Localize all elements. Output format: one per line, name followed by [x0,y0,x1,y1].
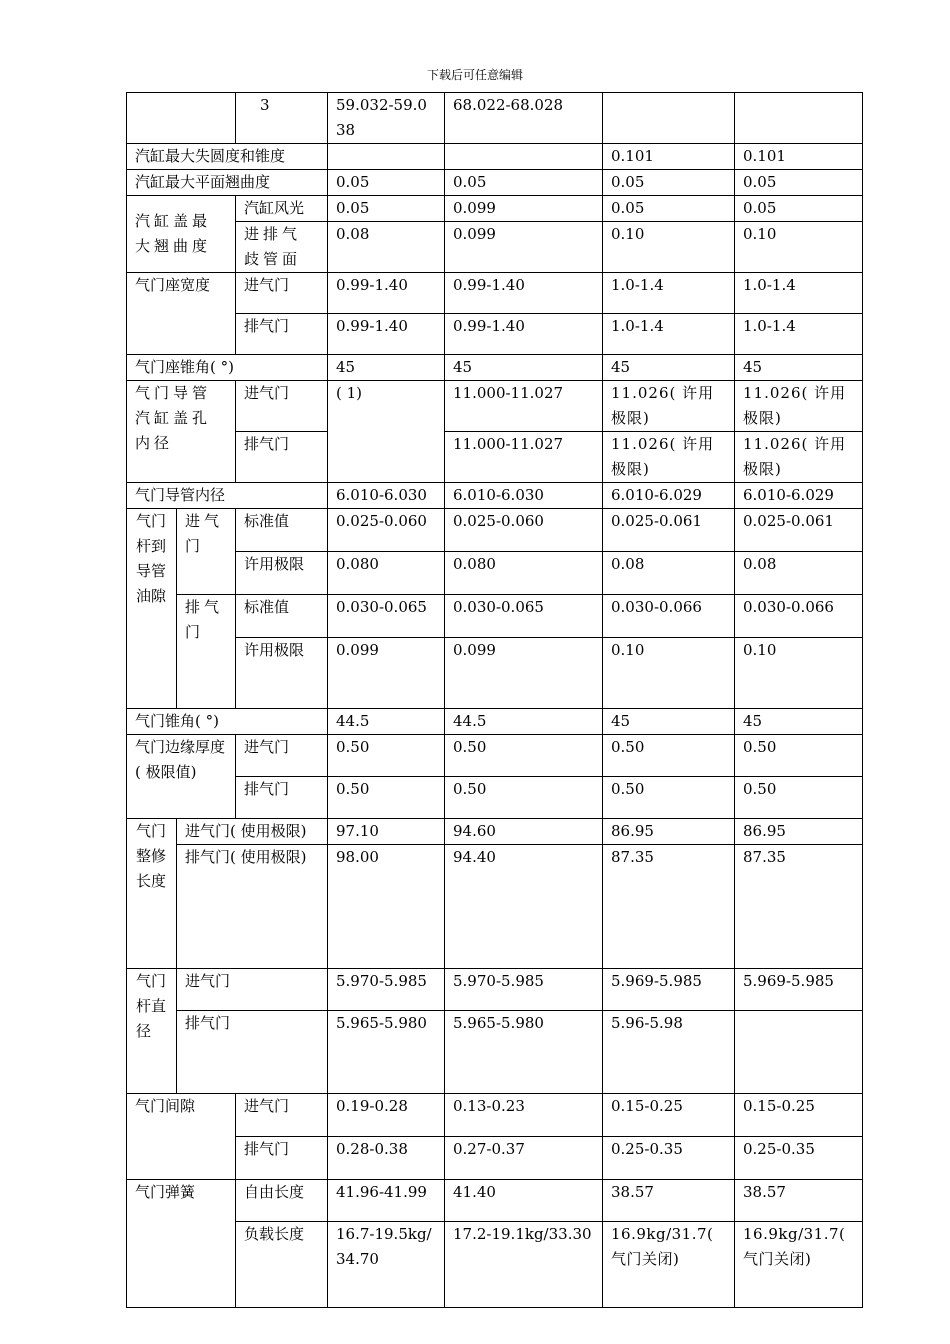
sub-label: 进气门 [236,273,328,314]
table-row [127,196,863,222]
table-cell: 17.2-19.1kg/33.30 [445,1222,603,1308]
table-row [127,483,863,509]
group-label: 排气门 [177,595,236,709]
table-cell: 87.35 [603,845,735,969]
table-cell [603,93,735,144]
sub-label: 排气门 [236,1137,328,1180]
table-cell: 0.080 [445,552,603,595]
table-cell: 0.50 [603,777,735,819]
table-row [127,381,863,432]
table-cell: 41.40 [445,1180,603,1222]
table-row [127,170,863,196]
table-cell: 0.10 [603,222,735,273]
sub-label: 标准值 [236,595,328,638]
sub-label: 汽缸风光 [236,196,328,222]
table-cell: 11.000-11.027 [445,381,603,432]
table-cell: 0.99-1.40 [328,273,445,314]
row-label: 汽缸盖最大翘曲度 [127,196,236,273]
table-cell [735,93,863,144]
table-cell: 0.099 [328,638,445,709]
table-cell: 0.030-0.065 [328,595,445,638]
table-cell: 16.9kg/31.7( 气门关闭) [603,1222,735,1308]
table-cell: 0.101 [735,144,863,170]
table-cell: ( 1) [328,381,445,483]
row-label: 气门座宽度 [127,273,236,355]
table-cell: 0.030-0.066 [735,595,863,638]
sub-label: 排气门 [236,314,328,355]
table-cell: 16.9kg/31.7( 气门关闭) [735,1222,863,1308]
table-cell: 0.50 [328,735,445,777]
table-row [127,355,863,381]
sub-label: 进气门 [236,735,328,777]
table-cell: 44.5 [328,709,445,735]
table-row [127,314,863,355]
table-cell: 11.026( 许用极限) [735,432,863,483]
table-row [127,144,863,170]
table-cell: 0.099 [445,196,603,222]
table-row [127,777,863,819]
table-cell: 45 [328,355,445,381]
page-header: 下载后可任意编辑 [426,68,523,82]
table-row [127,509,863,552]
sub-label: 排气门 [236,777,328,819]
table-cell: 6.010-6.030 [445,483,603,509]
table-cell: 5.969-5.985 [603,969,735,1011]
table-cell: 0.099 [445,638,603,709]
row-label: 气门边缘厚度( 极限值) [127,735,236,819]
table-cell: 0.08 [735,552,863,595]
row-label: 汽缸最大失圆度和锥度 [127,144,328,170]
table-cell: 45 [603,709,735,735]
table-cell: 68.022-68.028 [445,93,603,144]
table-cell: 0.10 [735,638,863,709]
sub-label: 排气门 [236,432,328,483]
table-cell: 0.099 [445,222,603,273]
row-label: 气门杆到导管油隙 [127,509,177,709]
table-cell: 98.00 [328,845,445,969]
table-cell: 0.025-0.060 [328,509,445,552]
table-cell: 5.970-5.985 [328,969,445,1011]
table-cell: 0.27-0.37 [445,1137,603,1180]
table-cell: 1.0-1.4 [603,273,735,314]
sub-label: 进气门( 使用极限) [177,819,328,845]
table-cell: 0.08 [328,222,445,273]
table-cell: 38.57 [735,1180,863,1222]
sub-label: 负载长度 [236,1222,328,1308]
table-cell: 97.10 [328,819,445,845]
table-cell: 87.35 [735,845,863,969]
table-cell: 0.50 [735,777,863,819]
table-cell: 45 [735,355,863,381]
table-cell: 0.05 [735,196,863,222]
table-cell: 0.030-0.065 [445,595,603,638]
table-cell: 11.026( 许用极限) [603,432,735,483]
table-row [127,222,863,273]
table-cell: 11.026( 许用极限) [603,381,735,432]
row-label: 气门弹簧 [127,1180,236,1308]
table-cell: 16.7-19.5kg/ 34.70 [328,1222,445,1308]
table-row [127,93,863,144]
table-cell: 45 [603,355,735,381]
sub-label: 许用极限 [236,552,328,595]
table-cell: 45 [445,355,603,381]
row-label: 气门整修长度 [127,819,177,969]
table-cell: 0.080 [328,552,445,595]
table-row [127,1180,863,1222]
table-cell: 11.026( 许用极限) [735,381,863,432]
table-cell: 0.05 [328,196,445,222]
table-cell: 5.965-5.980 [445,1011,603,1094]
table-cell: 0.10 [603,638,735,709]
table-cell: 0.025-0.061 [735,509,863,552]
table-cell: 0.101 [603,144,735,170]
table-cell: 0.99-1.40 [445,273,603,314]
table-cell: 94.60 [445,819,603,845]
sub-label: 自由长度 [236,1180,328,1222]
table-cell: 0.10 [735,222,863,273]
spec-table [126,92,863,1308]
table-cell: 0.025-0.060 [445,509,603,552]
table-cell: 5.965-5.980 [328,1011,445,1094]
table-row [127,595,863,638]
table-cell: 0.28-0.38 [328,1137,445,1180]
table-cell: 86.95 [735,819,863,845]
table-cell: 94.40 [445,845,603,969]
table-cell [127,93,236,144]
row-label: 气门间隙 [127,1094,236,1180]
table-row [127,819,863,845]
table-cell: 6.010-6.030 [328,483,445,509]
row-label: 气门座锥角( °) [127,355,328,381]
table-row [127,1094,863,1137]
table-cell [328,144,445,170]
table-cell: 0.25-0.35 [735,1137,863,1180]
table-cell: 0.99-1.40 [328,314,445,355]
row-label: 气门锥角( °) [127,709,328,735]
table-cell: 0.25-0.35 [603,1137,735,1180]
table-cell: 0.15-0.25 [603,1094,735,1137]
table-cell: 45 [735,709,863,735]
table-row [127,735,863,777]
sub-label: 排气门 [177,1011,328,1094]
table-cell: 3 [236,93,328,144]
table-cell [445,144,603,170]
sub-label: 标准值 [236,509,328,552]
table-cell: 86.95 [603,819,735,845]
sub-label: 进气门 [177,969,328,1011]
sub-label: 进气门 [236,1094,328,1137]
table-cell: 0.50 [328,777,445,819]
table-cell: 6.010-6.029 [735,483,863,509]
table-row [127,273,863,314]
row-label: 气门导管内径 [127,483,328,509]
table-cell: 0.025-0.061 [603,509,735,552]
sub-label: 许用极限 [236,638,328,709]
table-cell: 0.99-1.40 [445,314,603,355]
table-row [127,709,863,735]
row-label: 气门杆直径 [127,969,177,1094]
table-cell: 0.05 [603,170,735,196]
table-cell: 0.15-0.25 [735,1094,863,1137]
table-cell: 0.50 [603,735,735,777]
table-cell: 0.030-0.066 [603,595,735,638]
table-row [127,1011,863,1094]
table-cell: 0.13-0.23 [445,1094,603,1137]
table-cell: 11.000-11.027 [445,432,603,483]
table-cell: 5.969-5.985 [735,969,863,1011]
table-cell: 59.032-59.038 [328,93,445,144]
table-cell: 0.50 [445,735,603,777]
table-cell [735,1011,863,1094]
table-cell: 44.5 [445,709,603,735]
table-cell: 0.19-0.28 [328,1094,445,1137]
table-cell: 6.010-6.029 [603,483,735,509]
table-cell: 1.0-1.4 [735,273,863,314]
table-cell: 0.50 [445,777,603,819]
table-row [127,1222,863,1308]
table-cell: 5.970-5.985 [445,969,603,1011]
sub-label: 排气门( 使用极限) [177,845,328,969]
group-label: 进气门 [177,509,236,595]
table-row [127,1137,863,1180]
table-cell: 38.57 [603,1180,735,1222]
table-cell: 0.50 [735,735,863,777]
table-row [127,845,863,969]
sub-label: 进气门 [236,381,328,432]
row-label: 气门导管汽缸盖孔内径 [127,381,236,483]
table-cell: 41.96-41.99 [328,1180,445,1222]
table-row [127,638,863,709]
table-cell: 1.0-1.4 [735,314,863,355]
table-cell: 0.05 [328,170,445,196]
row-label: 汽缸最大平面翘曲度 [127,170,328,196]
table-row [127,969,863,1011]
table-cell: 5.96-5.98 [603,1011,735,1094]
table-cell: 1.0-1.4 [603,314,735,355]
table-cell: 0.08 [603,552,735,595]
table-cell: 0.05 [603,196,735,222]
table-row [127,432,863,483]
sub-label: 进排气歧管面 [236,222,328,273]
table-cell: 0.05 [445,170,603,196]
table-row [127,552,863,595]
table-cell: 0.05 [735,170,863,196]
